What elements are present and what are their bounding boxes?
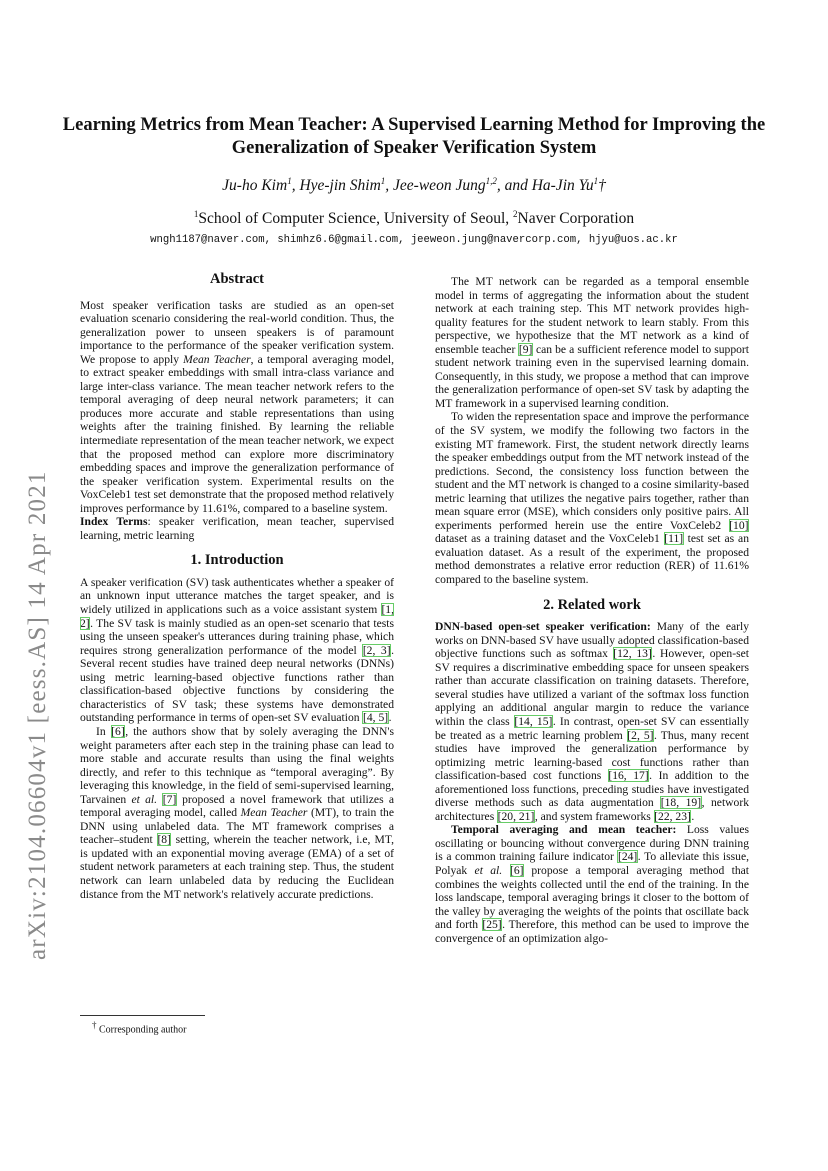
- citation-link[interactable]: [9]: [518, 342, 533, 356]
- citation-link[interactable]: [24]: [617, 850, 638, 864]
- corresponding-mark: †: [598, 177, 606, 195]
- intro-paragraph-1: A speaker verification (SV) task authenticates whether a speaker of an unknown input utterance matches the target speaker, and is widely utilized in applications such as a voice assistant system [1, 2]. The SV task is mainly studied as an open-set scenario that tests using the unseen speaker's utterances during training phase, which requires strong generalization performance of the model [2, 3]. Several recent studies have trained deep neural networks (DNNs) using metric learning-based objective functions rather than classification-based objective functions by considering the characteristics of SV task; these systems have demonstrated outstanding performance in terms of open-set SV evaluation [4, 5].: [80, 575, 394, 725]
- author-list: Ju-ho Kim$^1$, Hye-jin Shim$^1$, Jee-weon Jung$^{1,2}$, and Ha-Jin Yu$^1$†: [222, 176, 606, 195]
- citation-link[interactable]: [14, 15]: [514, 714, 553, 728]
- intro-paragraph-3: The MT network can be regarded as a temporal ensemble model in terms of aggregating the information about the student network at each training step. This MT network provides high-quality features for the student network to learn stably. From this perspective, we hypothesize that the MT network as a kind of ensemble teacher [9] can be a sufficient reference model to support student network training even in the supervised learning domain. Consequently, in this study, we propose a method that can improve the generalization performance of open-set SV task by adapting the MT framework in a supervised learning condition.: [435, 275, 750, 410]
- intro-paragraph-2: In [6], the authors show that by solely averaging the DNN's weight parameters after each step in the training phase can lead to more stable and accurate results than using the final weights directly, and refer to this technique as “temporal averaging”. By leveraging this knowledge, in the field of semi-supervised learning, Tarvainen et al. [7] proposed a novel framework that utilizes a temporal averaging model, called Mean Teacher (MT), to train the DNN using unlabeled data. The MT framework comprises a teacher–student [8] setting, wherein the teacher network, i.e, MT, is updated with an exponential moving average (EMA) of a set of student network parameters at each training step. Thus, the student network can learn unlabeled data by reducing the Euclidean distance from the MT network's relatively accurate predictions.: [80, 724, 394, 901]
- citation-link[interactable]: [2, 3]: [362, 643, 391, 657]
- footnote-rule: [80, 1015, 205, 1016]
- related-paragraph-2: Temporal averaging and mean teacher: Loss values oscillating or bouncing without convergence during DNN training is a common training failure indicator [24]. To alleviate this issue, Polyak et al. [6] propose a temporal averaging method that combines the weights collected until the end of the training. In the loss landscape, temporal averaging brings it closer to the bottom of the valley by averaging the weights of the points that oscillate back and forth [25]. Therefore, this method can be used to improve the convergence of an optimization algo-: [435, 823, 750, 945]
- left-column: [80, 273, 394, 901]
- affiliations: $^1$School of Computer Science, University of Seoul, $^2$Naver Corporation: [193, 209, 635, 228]
- citation-link[interactable]: [11]: [664, 532, 684, 546]
- citation-link[interactable]: [20, 21]: [497, 809, 535, 823]
- right-column: [435, 275, 749, 945]
- index-terms: Index Terms: speaker verification, mean teacher, supervised learning, metric learning: [80, 515, 394, 542]
- citation-link[interactable]: [7]: [162, 792, 177, 806]
- citation-link[interactable]: [4, 5]: [362, 711, 389, 725]
- footnote: † Corresponding author: [92, 1020, 187, 1036]
- citation-link[interactable]: [16, 17]: [608, 769, 649, 783]
- arxiv-stamp[interactable]: arXiv:2104.06604v1 [eess.AS] 14 Apr 2021: [24, 470, 51, 960]
- citation-link[interactable]: [25]: [482, 918, 502, 932]
- citation-link[interactable]: [18, 19]: [660, 796, 702, 810]
- citation-link[interactable]: [22, 23]: [654, 809, 691, 823]
- citation-link[interactable]: [6]: [510, 863, 524, 877]
- citation-link[interactable]: [12, 13]: [613, 647, 652, 661]
- author-emails[interactable]: wngh1187@naver.com, shimhz6.6@gmail.com, jeeweon.jung@navercorp.com, hjyu@uos.ac.kr: [150, 234, 678, 246]
- citation-link[interactable]: [2, 5]: [627, 728, 654, 742]
- related-work-heading: 2. Related work: [543, 596, 641, 613]
- author-name: Ju-ho Kim: [222, 177, 288, 195]
- author-name: Ha-Jin Yu: [531, 177, 594, 195]
- abstract-heading: Abstract: [210, 271, 264, 287]
- abstract-text: Most speaker verification tasks are studied as an open-set evaluation scenario considering the real-world condition. Thus, the generalization power to unseen speakers is of paramount importance to the performance of the speaker verification system. We propose to apply Mean Teacher, a temporal averaging model, to extract speaker embeddings with small intra-class variance and large inter-class variance. The mean teacher network refers to the temporal averaging of deep neural network parameters; it can produces more accurate and stable representations than using weights after the training finished. By learning the reliable intermediate representation of the mean teacher network, we expect that the proposed method can explore more discriminatory embedding spaces and improve the generalization performance of the speaker verification system. Experimental results on the VoxCeleb1 test set demonstrate that the proposed method relatively improves performance by 11.61%, compared to a baseline system.: [80, 298, 394, 515]
- related-paragraph-1: DNN-based open-set speaker verification: Many of the early works on DNN-based SV have usually adopted classification-based objective functions such as softmax [12, 13]. However, open-set SV requires a discriminative embedding space for unseen speakers rather than accurate classification on training datasets. Therefore, several studies have utilized a variant of the softmax loss function applying an additional angular margin to reduce the variance within the class [14, 15]. In contrast, open-set SV can essentially be treated as a metric learning problem [2, 5]. Thus, many recent studies have improved the generalization performance by optimizing metric learning-based cost functions rather than classification-based cost functions [16, 17]. In addition to the aforementioned loss functions, preceding studies have investigated diverse methods such as data augmentation [18, 19], network architectures [20, 21], and system frameworks [22, 23].: [435, 620, 750, 823]
- citation-link[interactable]: [10]: [729, 518, 749, 532]
- citation-link[interactable]: [1, 2]: [80, 603, 394, 630]
- intro-paragraph-4: To widen the representation space and improve the performance of the SV system, we modify the following two factors in the existing MT framework. First, the student network directly learns the speaker embeddings output from the MT network instead of the predictions. Second, the consistency loss function between the student and the MT network is changed to a cosine similarity-based metric learning that utilizes the negative pairs together, rather than mean square error (MSE), which considers only positive pairs. All experiments performed herein use the entire VoxCeleb2 [10] dataset as a training dataset and the VoxCeleb1 [11] test set as an evaluation dataset. As a result of the experiment, the proposed method demonstrates a relative error reduction (RER) of 11.61% compared to the baseline system.: [435, 410, 749, 587]
- paper-title: Learning Metrics from Mean Teacher: A Supervised Learning Method for Improving the Generalization of Speaker Verification System: [62, 115, 766, 158]
- introduction-heading: 1. Introduction: [190, 552, 284, 569]
- citation-link[interactable]: [8]: [157, 833, 171, 847]
- author-name: Jee-weon Jung: [393, 177, 486, 195]
- author-name: Hye-jin Shim: [299, 177, 381, 195]
- citation-link[interactable]: [6]: [111, 724, 125, 738]
